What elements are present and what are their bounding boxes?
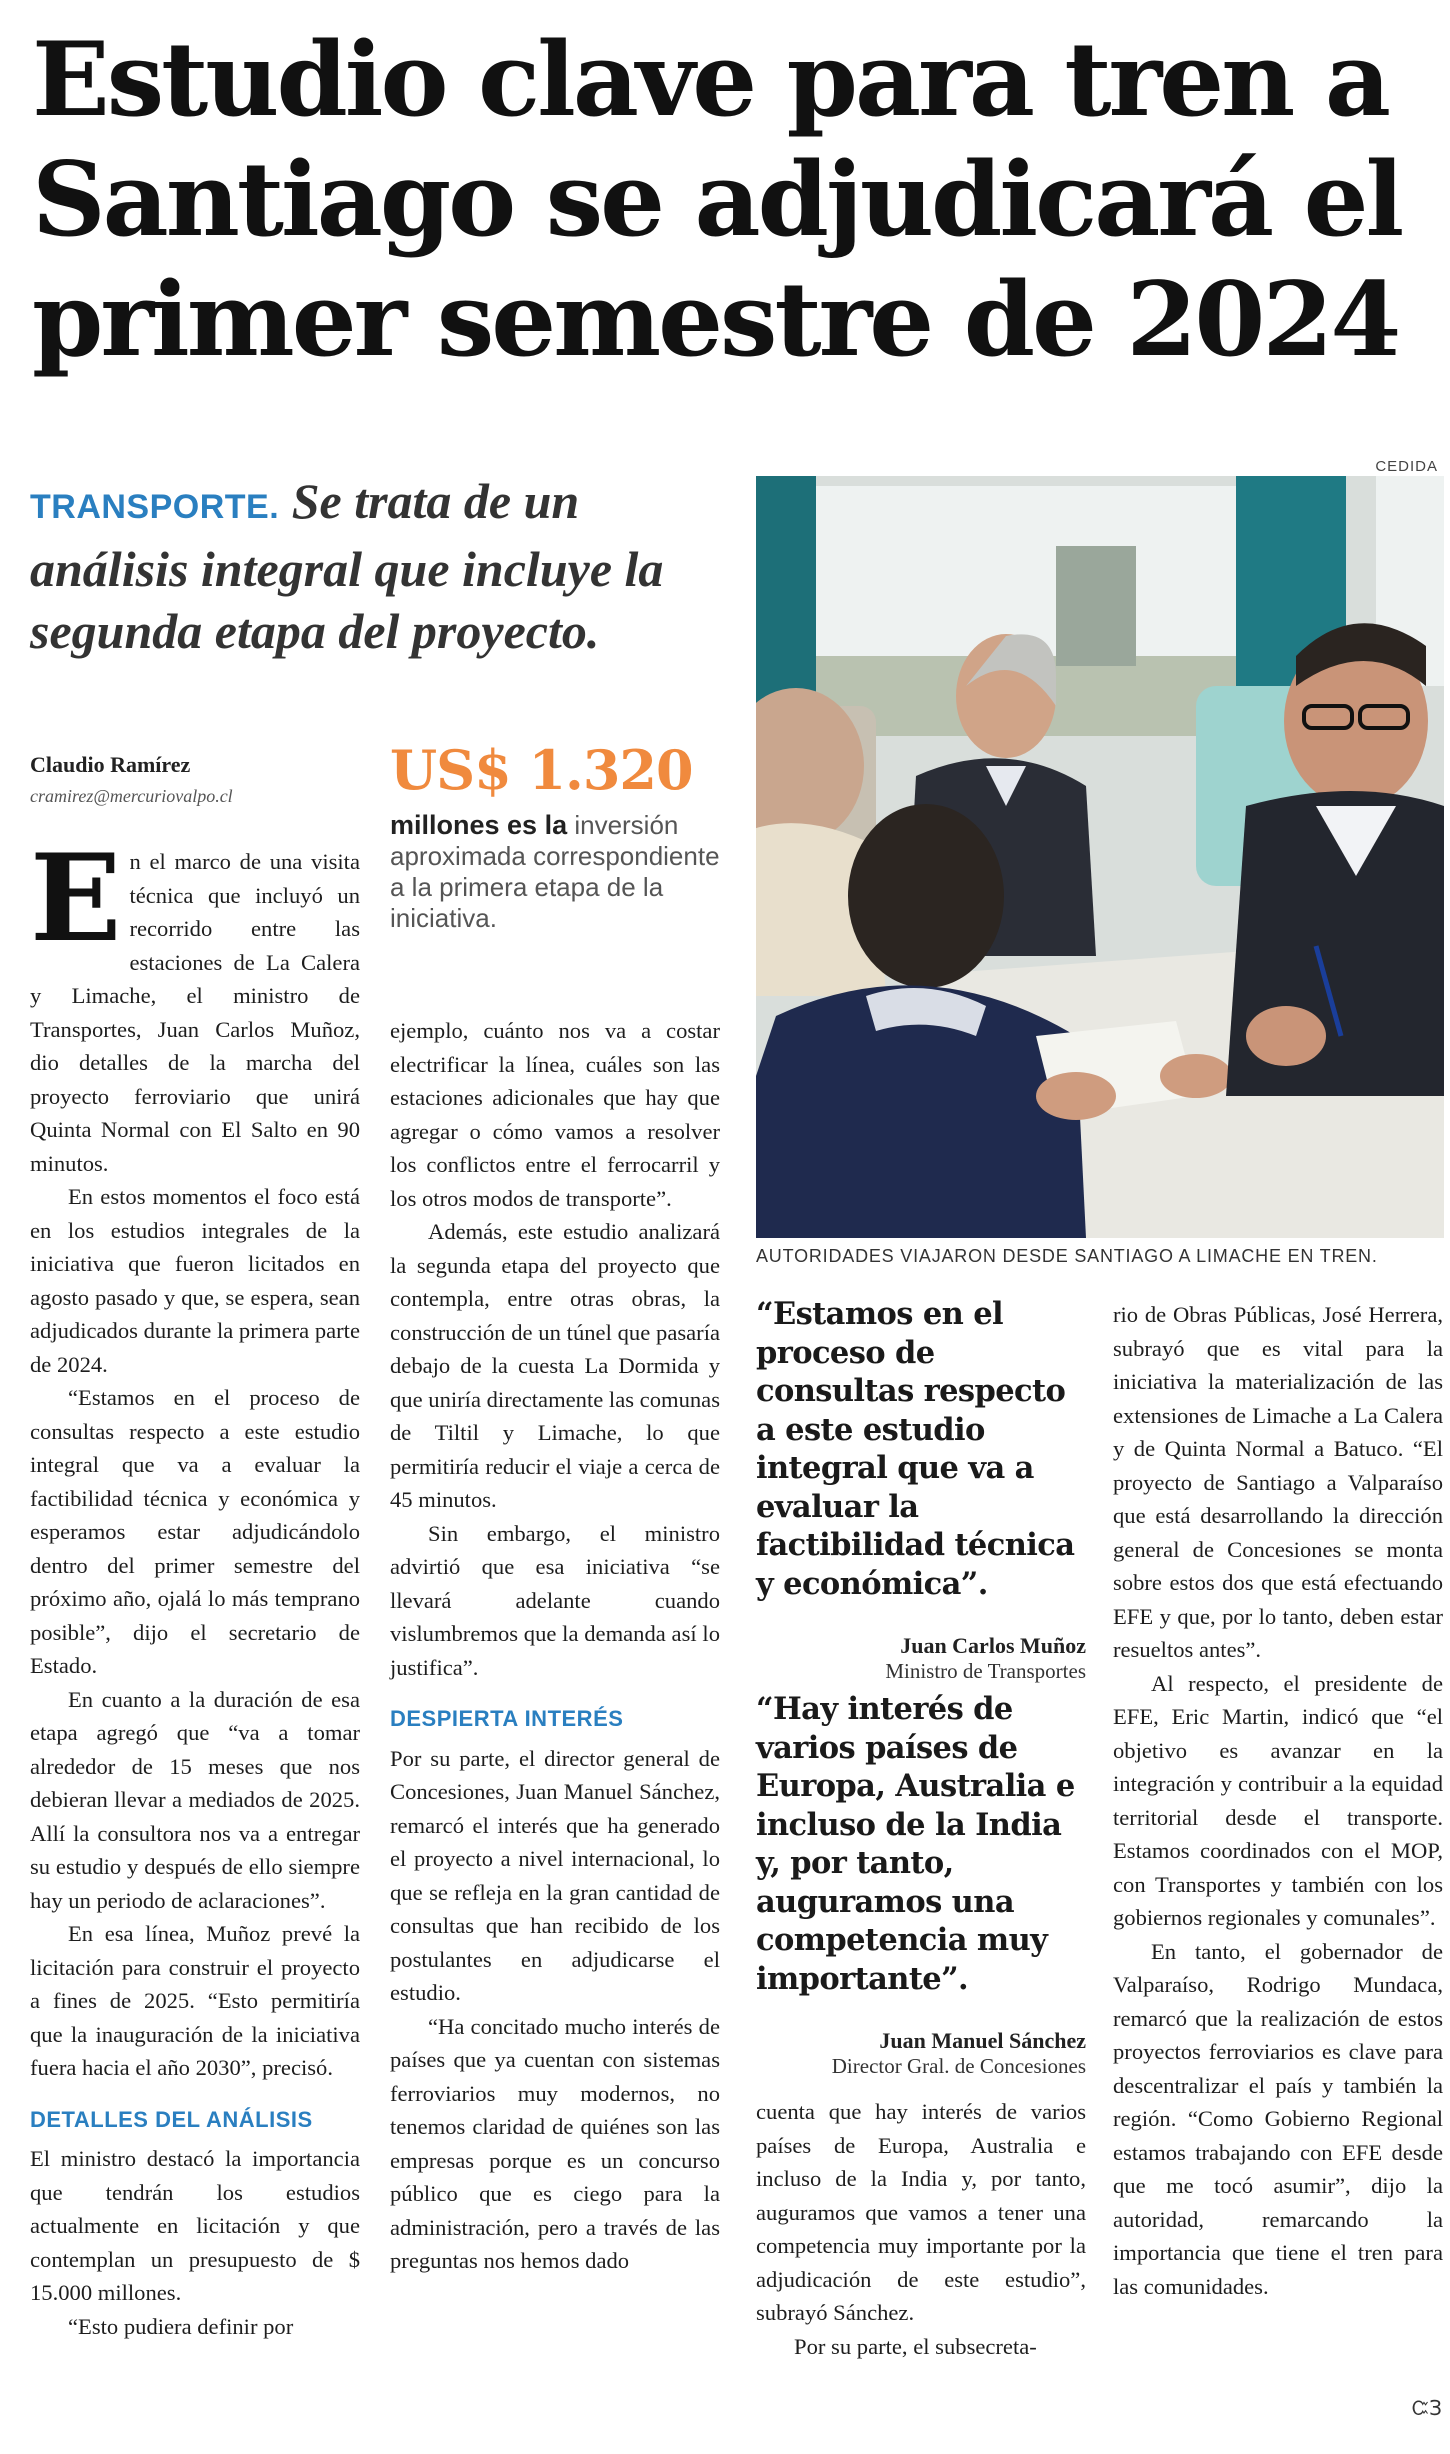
article-photo xyxy=(756,476,1444,1238)
photo-credit: CEDIDA xyxy=(1375,458,1438,475)
train-meeting-illustration xyxy=(756,476,1444,1238)
pull-quote-2 xyxy=(756,1690,1086,2079)
section-heading: DETALLES DEL ANÁLISIS xyxy=(30,2106,313,2132)
subhead xyxy=(30,470,730,662)
investment-figure: US$ 1.320 xyxy=(390,738,693,802)
paragraph: En esa línea, Muñoz prevé la licitación para construir el proyecto a fines de 2025. “Esto permitiría que la inauguración de la iniciativa fuera hacia el año 2030”, precisó. xyxy=(30,1921,360,2080)
headline-line-2: Santiago se adjudicará el xyxy=(32,140,1402,260)
subhead-text: Se trata de un análisis integral que incluye la segunda etapa del proyecto. xyxy=(30,473,664,659)
author-name: Claudio Ramírez xyxy=(30,752,191,777)
paragraph: Además, este estudio analizará la segunda etapa del proyecto que contempla, entre otras obras, la construcción de un túnel que pasaría debajo de la cuesta La Dormida y que uniría directamente las comunas de Tiltil y Limache, lo que permitiría reducir el viaje a cerca de 45 minutos. xyxy=(390,1219,720,1512)
quote-text: “Estamos en el proceso de consultas respecto a este estudio integral que va a evaluar la factibilidad técnica y económica”. xyxy=(756,1296,1075,1602)
photo-caption: AUTORIDADES VIAJARON DESDE SANTIAGO A LIMACHE EN TREN. xyxy=(756,1246,1378,1266)
paragraph: El ministro destacó la importancia que tendrán los estudios actualmente en licitación y que contemplan un presupuesto de $ 15.000 millones. xyxy=(30,2146,360,2305)
paragraph: Por su parte, el subsecreta- xyxy=(794,2333,1037,2359)
paragraph: “Ha concitado mucho interés de países que ya cuentan con sistemas ferroviarios muy modernos, no tenemos claridad de quiénes son las empresas porque es un concurso público que es ciego para la administración, pero a través de las preguntas nos hemos dado xyxy=(390,2013,720,2273)
headline-line-1: Estudio clave para tren a xyxy=(32,20,1388,140)
column-4 xyxy=(1113,1298,1443,2303)
paragraph: “Estamos en el proceso de consultas respecto a este estudio integral que va a evaluar la factibilidad técnica y económica y esperamos estar adjudicándolo dentro del primer semestre del próximo año, ojalá lo más temprano posible”, dijo el secretario de Estado. xyxy=(30,1385,360,1678)
pull-quote-1 xyxy=(756,1295,1086,1684)
author-email: cramirez@mercuriovalpo.cl xyxy=(30,786,233,806)
paragraph: Por su parte, el director general de Concesiones, Juan Manuel Sánchez, remarcó el interés que ha generado el proyecto a nivel internacional, lo que se refleja en la gran cantidad de consultas que han recibido de los postulantes en adjudicarse el estudio. xyxy=(390,1745,720,2005)
section-heading: DESPIERTA INTERÉS xyxy=(390,1706,624,1731)
paragraph: En tanto, el gobernador de Valparaíso, Rodrigo Mundaca, remarcó que la realización de estos proyectos ferroviarios es clave para descentralizar el país y también la región. “Como Gobierno Regional estamos trabajando con EFE desde que me tocó asumir”, dijo la autoridad, remarcando la importancia que tiene el tren para las comunidades. xyxy=(1113,1938,1443,2299)
headline xyxy=(32,20,1432,380)
column-3 xyxy=(756,2095,1086,2363)
quote-author: Juan Manuel Sánchez xyxy=(879,2028,1086,2053)
paragraph: “Esto pudiera definir por xyxy=(68,2313,294,2339)
column-2 xyxy=(390,1014,720,2278)
quote-author-role: Ministro de Transportes xyxy=(885,1659,1086,1683)
paragraph: En cuanto a la duración de esa etapa agregó que “va a tomar alrededor de 15 meses que nos debieran llevar a mediados de 2025. Allí la consultora nos va a entregar su estudio y después de ello siempre hay un periodo de aclaraciones”. xyxy=(30,1686,360,1913)
investment-text: inversión aproximada correspondiente a la primera etapa de la iniciativa. xyxy=(390,810,720,933)
paragraph: En estos momentos el foco está en los estudios integrales de la iniciativa que fueron licitados en agosto pasado y que, se espera, sean adjudicados durante la primera parte de 2024. xyxy=(30,1184,360,1377)
paragraph: Al respecto, el presidente de EFE, Eric Martin, indicó que “el objetivo es avanzar en la integración y contribuir a la equidad territorial desde el transporte. Estamos coordinados con el MOP, con Transportes y también con los gobiernos regionales y comunales”. xyxy=(1113,1670,1443,1930)
column-1 xyxy=(30,828,360,2343)
quote-author: Juan Carlos Muñoz xyxy=(900,1633,1086,1658)
paragraph: rio de Obras Públicas, José Herrera, subrayó que es vital para la iniciativa la materialización de las extensiones de Limache a La Calera y de Quinta Normal a Batuco. “El proyecto de Santiago a Valparaíso que está desarrollando la dirección general de Concesiones se monta sobre estos dos que está efectuando EFE y que, por lo tanto, deben estar resueltos antes”. xyxy=(1113,1302,1443,1662)
end-of-article-icon: ᏨЗ xyxy=(1412,2396,1443,2420)
investment-description xyxy=(390,810,720,934)
dropcap: E xyxy=(30,828,122,969)
paragraph: Sin embargo, el ministro advirtió que esa iniciativa “se llevará adelante cuando vislumbremos que la demanda así lo justifica”. xyxy=(390,1520,720,1680)
section-tag: TRANSPORTE. xyxy=(30,488,280,526)
headline-line-3: primer semestre de 2024 xyxy=(32,260,1399,380)
quote-author-role: Director Gral. de Concesiones xyxy=(831,2054,1086,2078)
quote-text: “Hay interés de varios países de Europa, Australia e incluso de la India y, por tanto, auguramos una competencia muy importante”. xyxy=(756,1691,1075,1997)
paragraph: n el marco de una visita técnica que incluyó un recorrido entre las estaciones de La Calera y Limache, el ministro de Transportes, Juan Carlos Muñoz, dio detalles de la marcha del proyecto ferroviario que unirá Quinta Normal con El Salto en 90 minutos. xyxy=(30,849,360,1176)
investment-lead: millones es la xyxy=(390,810,568,840)
paragraph: cuenta que hay interés de varios países de Europa, Australia e incluso de la India y, por tanto, auguramos que vamos a tener una competencia muy importante por la adjudicación de este estudio”, subrayó Sánchez. xyxy=(756,2099,1086,2325)
paragraph: ejemplo, cuánto nos va a costar electrificar la línea, cuáles son las estaciones adicionales que hay que agregar o cómo vamos a resolver los conflictos entre el ferrocarril y los otros modos de transporte”. xyxy=(390,1018,720,1211)
